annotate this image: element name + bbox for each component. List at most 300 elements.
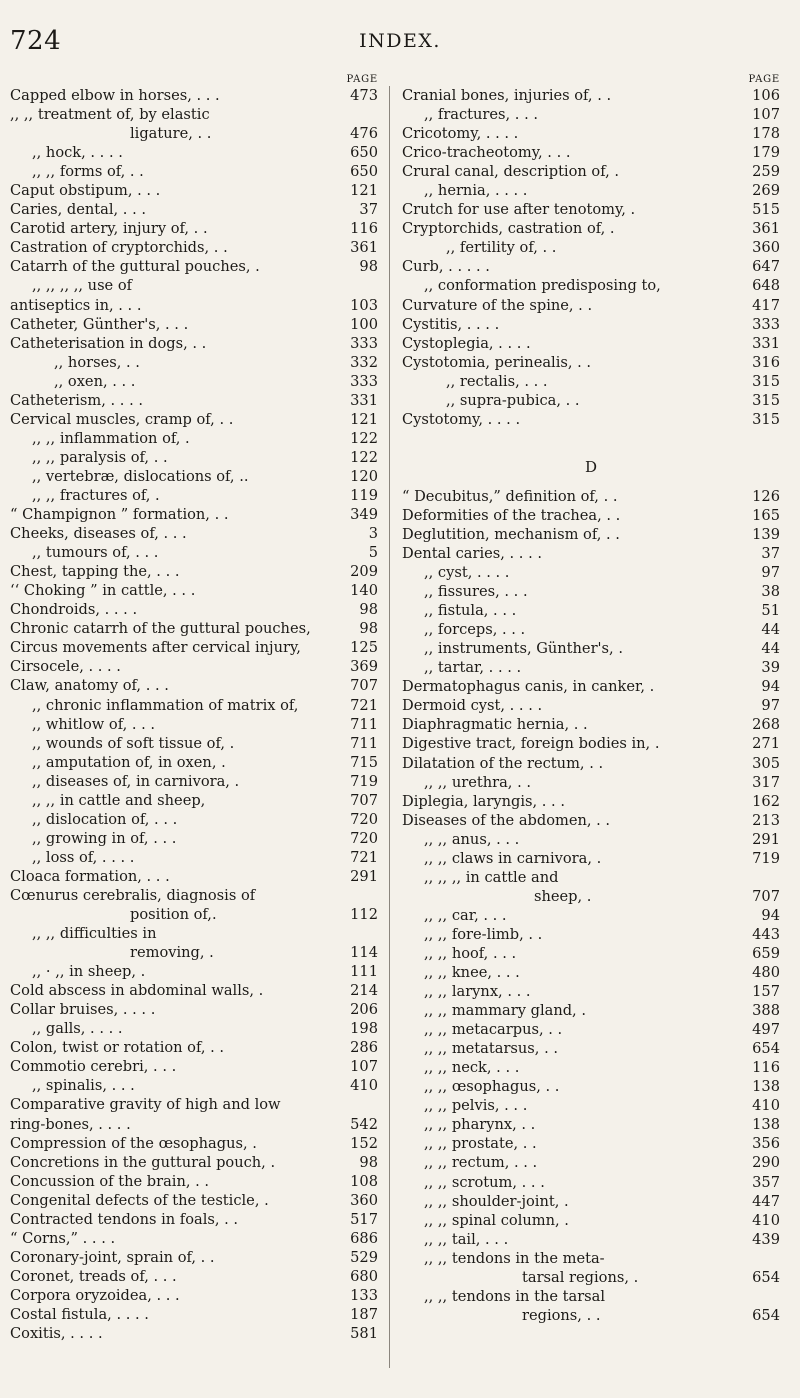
entry-text: ,, diseases of, in carnivora, . [32, 772, 240, 790]
entry-text: ,, cyst, . . . . [424, 564, 510, 582]
entry-page: 165 [752, 506, 780, 524]
index-entry [10, 143, 378, 162]
entry-text: ,, supra-pubica, . . [446, 391, 580, 409]
index-entry [10, 372, 378, 391]
index-entry [10, 429, 378, 448]
index-entry [402, 1134, 780, 1153]
entry-text: Dermoid cyst, . . . . [402, 697, 543, 715]
entry-page: 720 [350, 829, 378, 847]
entry-page: 100 [350, 315, 378, 333]
entry-page: 213 [752, 811, 780, 829]
index-entry [402, 677, 780, 696]
entry-text: Catheter, Günther's, . . . [10, 315, 189, 333]
index-entry [402, 1173, 780, 1192]
entry-page: 290 [752, 1154, 780, 1172]
index-entry [10, 562, 378, 581]
entry-page: 259 [752, 163, 780, 181]
entry-page: 3 [368, 525, 378, 543]
entry-page: 650 [350, 144, 378, 162]
entry-page: 315 [752, 372, 780, 390]
entry-page: 360 [752, 239, 780, 257]
entry-text: Cystotomia, perinealis, . . [402, 353, 592, 371]
section-letter-d: D [584, 457, 598, 476]
entry-page: 517 [350, 1210, 378, 1228]
entry-text: ,, ,, mammary gland, . [424, 1002, 586, 1020]
index-entry [402, 715, 780, 734]
entry-page: 97 [761, 564, 780, 582]
entry-page: 680 [350, 1267, 378, 1285]
entry-text: ,, tartar, . . . . [424, 659, 522, 677]
page-number: 724 [10, 26, 62, 56]
index-entry [402, 544, 780, 563]
entry-page: 291 [350, 867, 378, 885]
entry-page: 187 [350, 1306, 378, 1323]
entry-page: 125 [350, 639, 378, 657]
entry-page: 410 [350, 1077, 378, 1095]
entry-text: ,, dislocation of, . . . [32, 810, 178, 828]
entry-page: 715 [350, 753, 378, 771]
index-entry [402, 1153, 780, 1172]
entry-page: 107 [350, 1058, 378, 1076]
entry-text: Concretions in the guttural pouch, . [10, 1153, 276, 1171]
left-index-column [10, 74, 378, 1343]
index-entry [10, 886, 378, 905]
index-entry [10, 810, 378, 829]
index-entry [10, 1095, 378, 1114]
index-entry [10, 1153, 378, 1172]
index-entry [10, 1286, 378, 1305]
index-entry [402, 1287, 780, 1306]
entry-page: 316 [752, 353, 780, 371]
entry-text: ,, · ,, in sheep, . [32, 963, 146, 981]
entry-text: ,, ,, inflammation of, . [32, 429, 190, 447]
entry-text: Colon, twist or rotation of, . . [10, 1039, 225, 1057]
index-entry [10, 734, 378, 753]
entry-text: ,, ,, paralysis of, . . [32, 448, 168, 466]
entry-page: 112 [350, 906, 378, 924]
index-entry [10, 581, 378, 600]
entry-text: Cheeks, diseases of, . . . [10, 525, 187, 543]
entry-page: 116 [350, 220, 378, 238]
index-entry [10, 829, 378, 848]
entry-text: position of,. [130, 906, 217, 924]
index-entry [402, 181, 780, 200]
index-entry [402, 1077, 780, 1096]
entry-page: 707 [350, 677, 378, 695]
entry-text: ,, ,, rectum, . . . [424, 1154, 538, 1172]
index-entry [10, 543, 378, 562]
entry-text: ,, wounds of soft tissue of, . [32, 734, 235, 752]
entry-text: ,, vertebræ, dislocations of, .. [32, 467, 249, 485]
entry-text: ,, whitlow of, . . . [32, 715, 156, 733]
entry-text: ,, tumours of, . . . [32, 544, 159, 562]
index-entry [10, 696, 378, 715]
entry-page: 654 [752, 1306, 780, 1324]
entry-page: 214 [350, 982, 378, 1000]
index-entry [402, 238, 780, 257]
entry-text: ,, rectalis, . . . [446, 372, 548, 390]
index-entry [10, 219, 378, 238]
entry-text: ,, loss of, . . . . [32, 848, 135, 866]
index-entry [10, 1115, 378, 1134]
entry-text: Caput obstipum, . . . [10, 182, 161, 200]
entry-text: ,, ,, difficulties in [32, 925, 157, 943]
entry-text: Deformities of the trachea, . . [402, 506, 621, 524]
entry-text: Curb, . . . . . [402, 258, 490, 276]
entry-page: 157 [752, 983, 780, 1001]
entry-page: 178 [752, 125, 780, 143]
index-entry [10, 981, 378, 1000]
entry-text: ,, ,, treatment of, by elastic [10, 106, 210, 124]
entry-page: 542 [350, 1115, 378, 1133]
entry-text: ,, forceps, . . . [424, 621, 526, 639]
entry-page: 721 [350, 696, 378, 714]
entry-text: ,, ,, neck, . . . [424, 1059, 520, 1077]
index-entry [10, 1248, 378, 1267]
entry-page: 659 [752, 944, 780, 962]
index-entry [10, 619, 378, 638]
entry-text: Diaphragmatic hernia, . . [402, 716, 588, 734]
entry-text: ,, ,, spinal column, . [424, 1211, 569, 1229]
index-entry [10, 257, 378, 276]
entry-text: Cirsocele, . . . . [10, 658, 121, 676]
index-entry [10, 943, 378, 962]
index-entry [402, 1096, 780, 1115]
page-column-label: PAGE [748, 74, 780, 85]
index-entry [402, 906, 780, 925]
entry-page: 331 [752, 334, 780, 352]
entry-text: ,, fertility of, . . [446, 239, 557, 257]
page-column-label: PAGE [346, 74, 378, 85]
entry-text: ,, horses, . . [54, 353, 140, 371]
entry-page: 317 [752, 773, 780, 791]
entry-page: 114 [350, 944, 378, 962]
entry-page: 206 [350, 1001, 378, 1019]
entry-text: Catheterism, . . . . [10, 391, 143, 409]
index-entry [10, 124, 378, 143]
entry-page: 121 [350, 182, 378, 200]
index-entry [10, 467, 378, 486]
index-entry [10, 772, 378, 791]
entry-text: ‘‘ Choking ” in cattle, . . . [10, 582, 196, 600]
index-entry [10, 1076, 378, 1095]
index-entry [10, 1267, 378, 1286]
entry-page: 139 [752, 525, 780, 543]
index-entry [402, 734, 780, 753]
index-entry [10, 391, 378, 410]
index-entry [10, 105, 378, 124]
index-entry [402, 1306, 780, 1325]
entry-text: Cervical muscles, cramp of, . . [10, 410, 234, 428]
entry-text: Comparative gravity of high and low [10, 1096, 281, 1114]
entry-page: 98 [359, 258, 378, 276]
index-entry [402, 1211, 780, 1230]
entry-page: 333 [350, 334, 378, 352]
entry-text: ,, ,, scrotum, . . . [424, 1173, 545, 1191]
entry-text: Crico-tracheotomy, . . . [402, 144, 571, 162]
entry-page: 720 [350, 810, 378, 828]
entry-page: 647 [752, 258, 780, 276]
entry-page: 711 [350, 715, 378, 733]
index-entry [402, 353, 780, 372]
entry-page: 654 [752, 1040, 780, 1058]
index-entry [10, 676, 378, 695]
entry-page: 162 [752, 792, 780, 810]
entry-text: Cricotomy, . . . . [402, 125, 519, 143]
index-entry [402, 830, 780, 849]
entry-page: 94 [761, 906, 780, 924]
index-entry [10, 1229, 378, 1248]
entry-page: 152 [350, 1134, 378, 1152]
entry-text: ,, ,, pelvis, . . . [424, 1097, 528, 1115]
entry-page: 5 [368, 544, 378, 562]
entry-text: “ Decubitus,” definition of, . . [402, 487, 618, 505]
index-entry [402, 773, 780, 792]
index-entry [402, 219, 780, 238]
entry-text: ,, ,, prostate, . . [424, 1135, 537, 1153]
entry-page: 497 [752, 1021, 780, 1039]
index-entry [10, 505, 378, 524]
index-entry [402, 849, 780, 868]
entry-page: 515 [752, 201, 780, 219]
entry-text: ,, ,, metatarsus, . . [424, 1040, 558, 1058]
entry-page: 443 [752, 925, 780, 943]
entry-text: ,, hernia, . . . . [424, 182, 528, 200]
index-entry [10, 1134, 378, 1153]
index-entry [402, 296, 780, 315]
entry-text: Costal fistula, . . . . [10, 1306, 149, 1323]
entry-page: 269 [752, 182, 780, 200]
index-entry [10, 791, 378, 810]
index-entry [402, 868, 780, 887]
index-entry [10, 1038, 378, 1057]
index-entry [402, 124, 780, 143]
entry-text: “ Champignon ” formation, . . [10, 506, 229, 524]
running-head: INDEX. [359, 30, 441, 52]
entry-page: 140 [350, 582, 378, 600]
entry-page: 417 [752, 296, 780, 314]
index-entry [402, 200, 780, 219]
entry-text: Contracted tendons in foals, . . [10, 1210, 239, 1228]
index-entry [402, 257, 780, 276]
entry-page: 315 [752, 410, 780, 428]
entry-page: 369 [350, 658, 378, 676]
index-entry [10, 410, 378, 429]
entry-text: Cystoplegia, . . . . [402, 334, 531, 352]
entry-text: Castration of cryptorchids, . . [10, 239, 228, 257]
index-entry [402, 792, 780, 811]
entry-text: ,, fissures, . . . [424, 583, 528, 601]
entry-page: 650 [350, 163, 378, 181]
index-entry [402, 1039, 780, 1058]
entry-page: 333 [752, 315, 780, 333]
entry-page: 360 [350, 1191, 378, 1209]
entry-text: antiseptics in, . . . [10, 296, 142, 314]
index-entry [402, 162, 780, 181]
entry-page: 711 [350, 734, 378, 752]
index-entry [402, 811, 780, 830]
entry-text: ,, ,, œsophagus, . . [424, 1078, 560, 1096]
entry-text: Crural canal, description of, . [402, 163, 620, 181]
index-entry [10, 1191, 378, 1210]
index-entry [402, 887, 780, 906]
index-entry [402, 944, 780, 963]
index-entry [402, 963, 780, 982]
entry-text: ,, ,, tendons in the tarsal [424, 1287, 606, 1305]
index-entry [402, 639, 780, 658]
index-entry [10, 1305, 378, 1324]
index-entry [10, 162, 378, 181]
entry-page: 439 [752, 1230, 780, 1248]
entry-text: regions, . . [522, 1306, 601, 1324]
entry-page: 126 [752, 487, 780, 505]
entry-text: Catarrh of the guttural pouches, . [10, 258, 260, 276]
right-entry-list-c [402, 86, 780, 429]
index-entry [10, 1172, 378, 1191]
index-entry [402, 1058, 780, 1077]
index-entry [10, 867, 378, 886]
entry-page: 707 [752, 887, 780, 905]
entry-text: ,, ,, larynx, . . . [424, 983, 531, 1001]
entry-page: 410 [752, 1097, 780, 1115]
entry-text: “ Corns,” . . . . [10, 1229, 116, 1247]
entry-text: Dermatophagus canis, in canker, . [402, 678, 655, 696]
index-entry [10, 753, 378, 772]
entry-page: 686 [350, 1229, 378, 1247]
index-entry [402, 1230, 780, 1249]
index-entry [10, 200, 378, 219]
index-entry [402, 315, 780, 334]
entry-text: Cranial bones, injuries of, . . [402, 87, 612, 104]
entry-page: 356 [752, 1135, 780, 1153]
entry-page: 331 [350, 391, 378, 409]
entry-page: 271 [752, 735, 780, 753]
entry-text: ring-bones, . . . . [10, 1115, 131, 1133]
entry-text: Cystitis, . . . . [402, 315, 500, 333]
index-entry [10, 1057, 378, 1076]
index-entry [402, 1192, 780, 1211]
entry-text: Carotid artery, injury of, . . [10, 220, 208, 238]
entry-page: 361 [752, 220, 780, 238]
entry-text: Digestive tract, foreign bodies in, . [402, 735, 660, 753]
entry-text: ,, ,, urethra, . . [424, 773, 531, 791]
index-entry [402, 105, 780, 124]
entry-page: 94 [761, 678, 780, 696]
entry-text: Compression of the œsophagus, . [10, 1134, 257, 1152]
entry-page: 44 [761, 621, 780, 639]
index-entry [402, 1001, 780, 1020]
index-entry [402, 601, 780, 620]
index-entry [10, 1000, 378, 1019]
entry-page: 529 [350, 1248, 378, 1266]
entry-page: 133 [350, 1286, 378, 1304]
entry-page: 305 [752, 754, 780, 772]
index-entry [10, 181, 378, 200]
entry-text: Cœnurus cerebralis, diagnosis of [10, 886, 256, 904]
entry-page: 291 [752, 830, 780, 848]
entry-page: 97 [761, 697, 780, 715]
entry-page: 648 [752, 277, 780, 295]
index-entry [10, 657, 378, 676]
entry-text: ,, fistula, . . . [424, 602, 517, 620]
entry-page: 106 [752, 87, 780, 104]
index-entry [10, 86, 378, 105]
entry-text: Diplegia, laryngis, . . . [402, 792, 565, 810]
entry-text: Circus movements after cervical injury, [10, 639, 301, 657]
entry-page: 38 [761, 583, 780, 601]
entry-text: Dilatation of the rectum, . . [402, 754, 604, 772]
index-entry [10, 296, 378, 315]
index-entry [402, 982, 780, 1001]
entry-text: sheep, . [534, 887, 592, 905]
entry-page: 111 [350, 963, 378, 981]
entry-text: Coronary-joint, sprain of, . . [10, 1248, 215, 1266]
entry-text: Diseases of the abdomen, . . [402, 811, 611, 829]
entry-text: Coronet, treads of, . . . [10, 1267, 177, 1285]
entry-text: Corpora oryzoidea, . . . [10, 1286, 180, 1304]
entry-page: 108 [350, 1172, 378, 1190]
entry-page: 122 [350, 429, 378, 447]
entry-page: 447 [752, 1192, 780, 1210]
entry-text: ,, growing in of, . . . [32, 829, 177, 847]
entry-text: Cystotomy, . . . . [402, 410, 521, 428]
index-entry [10, 1210, 378, 1229]
entry-page: 388 [752, 1002, 780, 1020]
entry-page: 581 [350, 1325, 378, 1343]
entry-text: Collar bruises, . . . . [10, 1001, 156, 1019]
right-index-column [402, 74, 780, 1325]
entry-page: 44 [761, 640, 780, 658]
entry-page: 98 [359, 620, 378, 638]
entry-page: 98 [359, 601, 378, 619]
entry-text: ,, galls, . . . . [32, 1020, 123, 1038]
index-entry [402, 620, 780, 639]
entry-page: 37 [761, 544, 780, 562]
entry-page: 119 [350, 486, 378, 504]
index-entry [402, 658, 780, 677]
entry-text: ,, ,, tail, . . . [424, 1230, 509, 1248]
entry-text: Cold abscess in abdominal walls, . [10, 982, 264, 1000]
entry-page: 138 [752, 1078, 780, 1096]
entry-text: ,, chronic inflammation of matrix of, [32, 696, 299, 714]
index-entry [402, 1020, 780, 1039]
entry-text: ,, ,, car, . . . [424, 906, 507, 924]
entry-page: 654 [752, 1268, 780, 1286]
entry-page: 707 [350, 791, 378, 809]
left-entry-list [10, 86, 378, 1343]
entry-page: 410 [752, 1211, 780, 1229]
index-entry [10, 315, 378, 334]
index-entry [402, 1268, 780, 1287]
entry-page: 103 [350, 296, 378, 314]
index-entry [402, 582, 780, 601]
entry-text: ,, instruments, Günther's, . [424, 640, 623, 658]
index-entry [10, 524, 378, 543]
right-entry-list-d [402, 487, 780, 1325]
entry-text: ,, ,, fractures of, . [32, 486, 160, 504]
entry-text: removing, . [130, 944, 214, 962]
entry-text: ,, ,, anus, . . . [424, 830, 520, 848]
index-entry [10, 334, 378, 353]
index-entry [10, 848, 378, 867]
entry-text: ,, ,, knee, . . . [424, 964, 520, 982]
index-entry [402, 410, 780, 429]
entry-page: 315 [752, 391, 780, 409]
index-entry [402, 334, 780, 353]
entry-text: ,, amputation of, in oxen, . [32, 753, 226, 771]
entry-page: 122 [350, 448, 378, 466]
entry-page: 719 [350, 772, 378, 790]
